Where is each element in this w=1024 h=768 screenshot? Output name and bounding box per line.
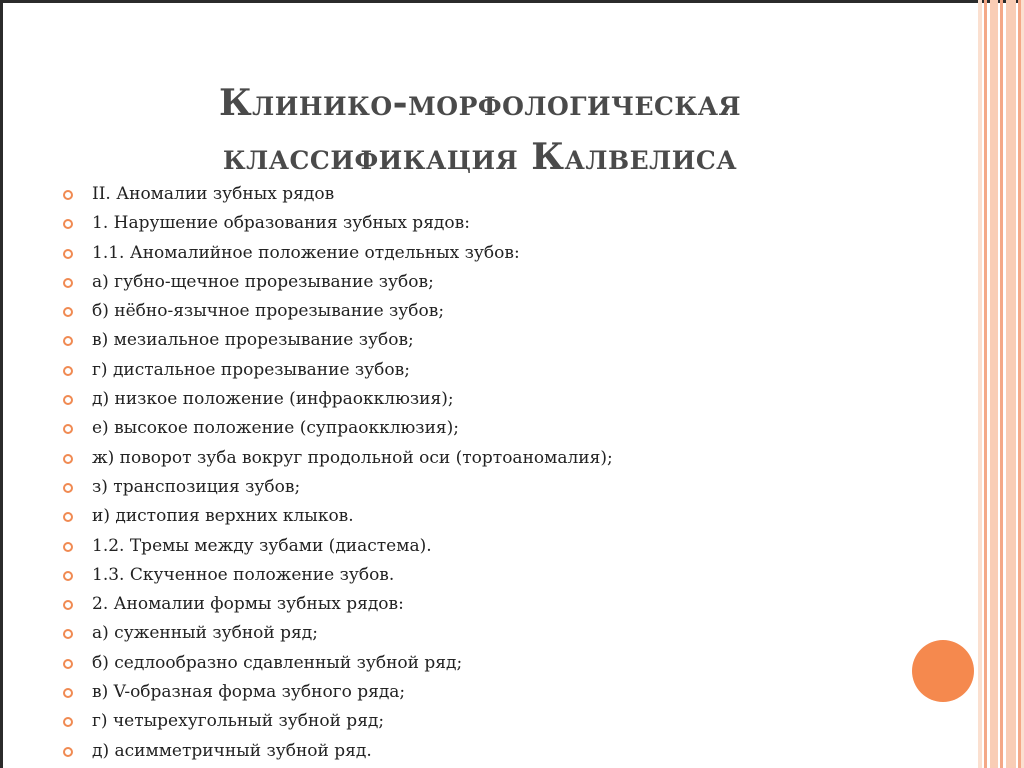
stripe <box>984 0 987 768</box>
circle-bullet-icon <box>63 454 73 464</box>
list-item <box>60 356 880 385</box>
circle-bullet-icon <box>63 424 73 434</box>
list-item <box>60 532 880 561</box>
circle-bullet-icon <box>63 688 73 698</box>
list-item <box>60 297 880 326</box>
list-item <box>60 561 880 590</box>
circle-bullet-icon <box>63 395 73 405</box>
circle-bullet-icon <box>63 512 73 522</box>
list-item <box>60 473 880 502</box>
list-item <box>60 590 880 619</box>
list-item-text: е) высокое положение (супраокклюзия); <box>92 418 459 439</box>
circle-bullet-icon <box>63 600 73 610</box>
list-item <box>60 649 880 678</box>
list-item-text: 1.3. Скученное положение зубов. <box>92 564 395 585</box>
circle-bullet-icon <box>63 278 73 288</box>
list-item-text: б) седлообразно сдавленный зубной ряд; <box>92 652 463 673</box>
stripe <box>1006 0 1016 768</box>
list-item <box>60 180 880 209</box>
frame-top-border <box>0 0 1024 3</box>
list-item-text: 2. Аномалии формы зубных рядов: <box>92 594 404 615</box>
circle-bullet-icon <box>63 659 73 669</box>
list-item <box>60 209 880 238</box>
circle-bullet-icon <box>63 307 73 317</box>
slide-title <box>60 76 900 184</box>
list-item-text: б) нёбно-язычное прорезывание зубов; <box>92 301 445 322</box>
stripe <box>990 0 998 768</box>
list-item-text: г) четырехугольный зубной ряд; <box>92 711 385 732</box>
list-item <box>60 385 880 414</box>
list-item-text: 1. Нарушение образования зубных рядов: <box>92 213 470 234</box>
list-item-text: д) низкое положение (инфраокклюзия); <box>92 389 454 410</box>
list-item <box>60 619 880 648</box>
circle-bullet-icon <box>63 542 73 552</box>
circle-bullet-icon <box>63 483 73 493</box>
list-item <box>60 268 880 297</box>
circle-bullet-icon <box>63 219 73 229</box>
frame-left-border <box>0 0 3 768</box>
list-item-text: а) суженный зубной ряд; <box>92 623 318 644</box>
list-item-text: в) V-образная форма зубного ряда; <box>92 682 406 703</box>
stripe <box>978 0 982 768</box>
list-item <box>60 326 880 355</box>
title-line-1: Клинико-морфологическая <box>218 82 742 125</box>
list-item-text: 1.1. Аномалийное положение отдельных зубов: <box>92 242 520 263</box>
circle-bullet-icon <box>63 629 73 639</box>
list-item <box>60 414 880 443</box>
list-item-text: а) губно-щечное прорезывание зубов; <box>92 271 434 292</box>
classification-list <box>60 180 880 766</box>
circle-bullet-icon <box>63 747 73 757</box>
decorative-stripes <box>978 0 1024 768</box>
circle-bullet-icon <box>63 571 73 581</box>
list-item <box>60 239 880 268</box>
stripe <box>1000 0 1003 768</box>
circle-bullet-icon <box>63 336 73 346</box>
list-item <box>60 678 880 707</box>
list-item-text: з) транспозиция зубов; <box>92 476 301 497</box>
circle-bullet-icon <box>63 717 73 727</box>
circle-bullet-icon <box>63 366 73 376</box>
list-item-text: д) асимметричный зубной ряд. <box>92 740 372 761</box>
list-item <box>60 737 880 766</box>
list-item-text: в) мезиальное прорезывание зубов; <box>92 330 414 351</box>
list-item-text: г) дистальное прорезывание зубов; <box>92 359 410 380</box>
title-line-2: классификация Калвелиса <box>222 136 738 179</box>
decorative-orange-circle <box>912 640 974 702</box>
list-item <box>60 707 880 736</box>
circle-bullet-icon <box>63 249 73 259</box>
list-item-text: и) дистопия верхних клыков. <box>92 506 354 527</box>
list-item <box>60 502 880 531</box>
list-item-text: II. Аномалии зубных рядов <box>92 184 335 204</box>
list-item <box>60 444 880 473</box>
list-item-text: ж) поворот зуба вокруг продольной оси (тортоаномалия); <box>92 447 613 468</box>
list-item-text: 1.2. Тремы между зубами (диастема). <box>92 535 432 556</box>
circle-bullet-icon <box>63 190 73 200</box>
